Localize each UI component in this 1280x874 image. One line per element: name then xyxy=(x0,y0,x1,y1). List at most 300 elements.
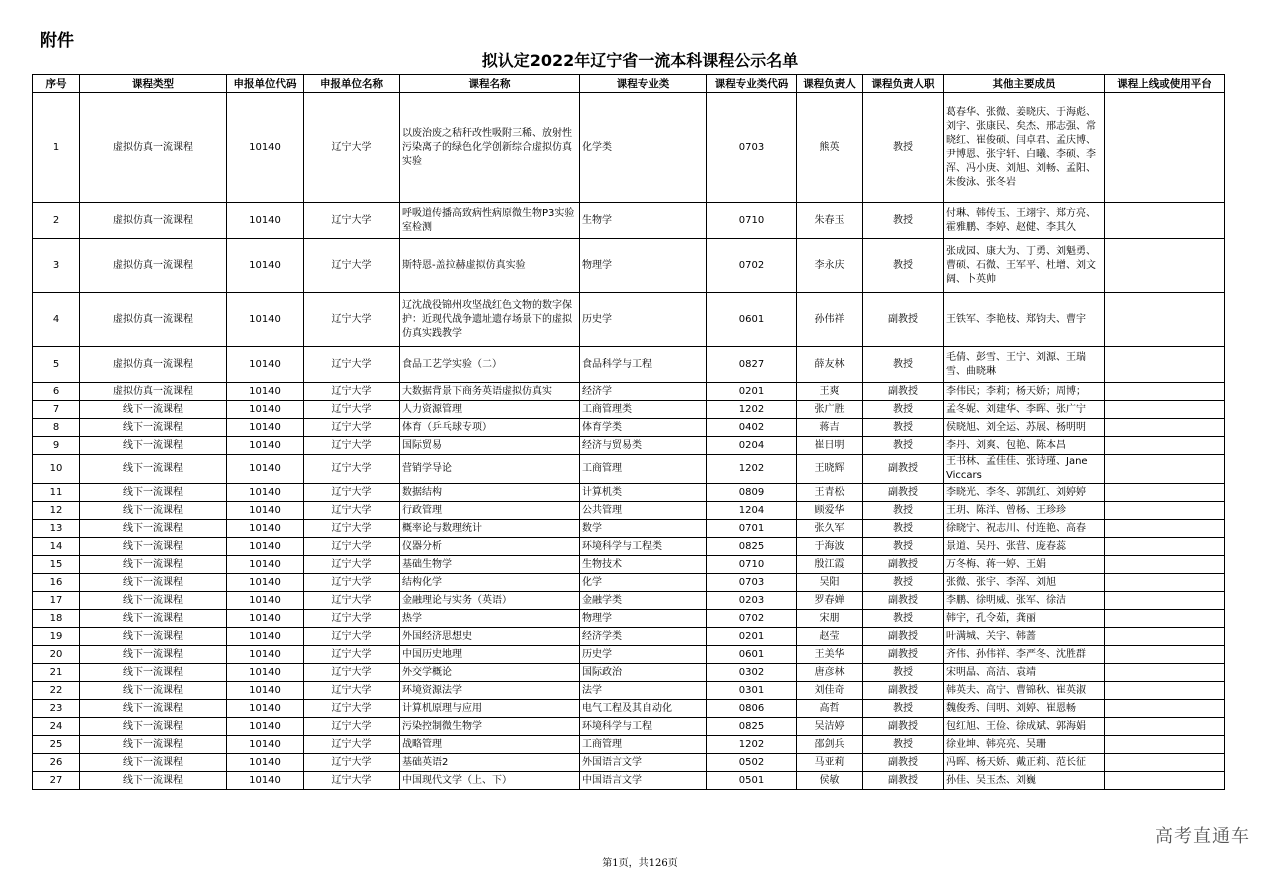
platform-cell xyxy=(1105,628,1225,646)
leader-title-cell: 教授 xyxy=(863,664,944,682)
leader-cell: 王美华 xyxy=(797,646,863,664)
table-row xyxy=(33,628,1225,646)
major-code-cell: 0203 xyxy=(707,592,797,610)
table-row xyxy=(33,419,1225,437)
major-code-cell: 0703 xyxy=(707,574,797,592)
platform-cell xyxy=(1105,419,1225,437)
row-no-cell: 12 xyxy=(33,502,80,520)
leader-title-cell: 教授 xyxy=(863,419,944,437)
leader-title-cell: 副教授 xyxy=(863,556,944,574)
leader-title-cell: 教授 xyxy=(863,239,944,293)
major-cell: 历史学 xyxy=(580,646,707,664)
leader-cell: 王爽 xyxy=(797,383,863,401)
major-cell: 生物学 xyxy=(580,203,707,239)
platform-cell xyxy=(1105,754,1225,772)
course-type-cell: 线下一流课程 xyxy=(80,455,227,484)
table-row xyxy=(33,347,1225,383)
row-no-cell: 19 xyxy=(33,628,80,646)
table-row xyxy=(33,682,1225,700)
leader-cell: 刘佳奇 xyxy=(797,682,863,700)
leader-cell: 王晓辉 xyxy=(797,455,863,484)
course-name-cell: 基础生物学 xyxy=(400,556,580,574)
table-row xyxy=(33,574,1225,592)
unit-name-cell: 辽宁大学 xyxy=(304,574,400,592)
members-cell: 叶满城、关宇、韩蔷 xyxy=(944,628,1105,646)
platform-cell xyxy=(1105,682,1225,700)
table-row xyxy=(33,736,1225,754)
unit-name-cell: 辽宁大学 xyxy=(304,437,400,455)
unit-code-cell: 10140 xyxy=(227,772,304,790)
unit-name-cell: 辽宁大学 xyxy=(304,754,400,772)
members-cell: 齐伟、孙伟祥、李严冬、沈胜群 xyxy=(944,646,1105,664)
platform-cell xyxy=(1105,455,1225,484)
leader-cell: 顾爱华 xyxy=(797,502,863,520)
major-cell: 工商管理 xyxy=(580,736,707,754)
unit-code-cell: 10140 xyxy=(227,610,304,628)
leader-cell: 张久军 xyxy=(797,520,863,538)
course-type-cell: 虚拟仿真一流课程 xyxy=(80,293,227,347)
leader-title-cell: 教授 xyxy=(863,437,944,455)
header-unit-name: 申报单位名称 xyxy=(304,75,400,93)
attachment-label: 附件 xyxy=(40,31,74,51)
table-row xyxy=(33,520,1225,538)
members-cell: 李丹、刘爽、包艳、陈本昌 xyxy=(944,437,1105,455)
unit-code-cell: 10140 xyxy=(227,502,304,520)
major-code-cell: 0825 xyxy=(707,718,797,736)
course-name-cell: 环境资源法学 xyxy=(400,682,580,700)
table-row xyxy=(33,646,1225,664)
table-row xyxy=(33,664,1225,682)
leader-title-cell: 副教授 xyxy=(863,772,944,790)
major-cell: 化学 xyxy=(580,574,707,592)
unit-name-cell: 辽宁大学 xyxy=(304,718,400,736)
leader-cell: 于海波 xyxy=(797,538,863,556)
major-cell: 公共管理 xyxy=(580,502,707,520)
platform-cell xyxy=(1105,718,1225,736)
leader-cell: 侯敏 xyxy=(797,772,863,790)
members-cell: 魏俊秀、闫明、刘婷、崔恩畅 xyxy=(944,700,1105,718)
unit-name-cell: 辽宁大学 xyxy=(304,682,400,700)
unit-code-cell: 10140 xyxy=(227,556,304,574)
unit-code-cell: 10140 xyxy=(227,682,304,700)
course-type-cell: 线下一流课程 xyxy=(80,754,227,772)
members-cell: 韩宇，孔令茹，龚丽 xyxy=(944,610,1105,628)
table-row xyxy=(33,93,1225,203)
major-cell: 法学 xyxy=(580,682,707,700)
unit-name-cell: 辽宁大学 xyxy=(304,401,400,419)
course-name-cell: 战略管理 xyxy=(400,736,580,754)
major-code-cell: 0302 xyxy=(707,664,797,682)
course-type-cell: 线下一流课程 xyxy=(80,664,227,682)
major-cell: 国际政治 xyxy=(580,664,707,682)
unit-code-cell: 10140 xyxy=(227,93,304,203)
row-no-cell: 11 xyxy=(33,484,80,502)
leader-cell: 李永庆 xyxy=(797,239,863,293)
platform-cell xyxy=(1105,538,1225,556)
leader-title-cell: 副教授 xyxy=(863,718,944,736)
unit-name-cell: 辽宁大学 xyxy=(304,700,400,718)
page-footer: 第1页，共126页 xyxy=(602,858,678,869)
unit-code-cell: 10140 xyxy=(227,437,304,455)
course-type-cell: 线下一流课程 xyxy=(80,682,227,700)
course-table xyxy=(32,74,1225,790)
platform-cell xyxy=(1105,592,1225,610)
leader-title-cell: 副教授 xyxy=(863,646,944,664)
header-unit-code: 申报单位代码 xyxy=(227,75,304,93)
course-name-cell: 中国历史地理 xyxy=(400,646,580,664)
course-name-cell: 外交学概论 xyxy=(400,664,580,682)
header-leader-title: 课程负责人职 xyxy=(863,75,944,93)
row-no-cell: 21 xyxy=(33,664,80,682)
row-no-cell: 10 xyxy=(33,455,80,484)
course-type-cell: 线下一流课程 xyxy=(80,502,227,520)
unit-name-cell: 辽宁大学 xyxy=(304,736,400,754)
major-code-cell: 0827 xyxy=(707,347,797,383)
course-type-cell: 线下一流课程 xyxy=(80,484,227,502)
unit-code-cell: 10140 xyxy=(227,383,304,401)
leader-title-cell: 教授 xyxy=(863,700,944,718)
leader-title-cell: 副教授 xyxy=(863,455,944,484)
row-no-cell: 16 xyxy=(33,574,80,592)
table-header-row xyxy=(33,75,1225,93)
leader-cell: 殷江霞 xyxy=(797,556,863,574)
platform-cell xyxy=(1105,664,1225,682)
unit-code-cell: 10140 xyxy=(227,592,304,610)
course-name-cell: 污染控制微生物学 xyxy=(400,718,580,736)
row-no-cell: 15 xyxy=(33,556,80,574)
unit-code-cell: 10140 xyxy=(227,203,304,239)
table-row xyxy=(33,401,1225,419)
course-type-cell: 线下一流课程 xyxy=(80,556,227,574)
members-cell: 王玥、陈洋、曾杨、王珍珍 xyxy=(944,502,1105,520)
header-course-name: 课程名称 xyxy=(400,75,580,93)
leader-cell: 朱春玉 xyxy=(797,203,863,239)
unit-name-cell: 辽宁大学 xyxy=(304,383,400,401)
major-code-cell: 0204 xyxy=(707,437,797,455)
members-cell: 张成园、康大为、丁勇、刘魁勇、曹硕、石微、王军平、杜增、刘文阔、卜英帅 xyxy=(944,239,1105,293)
course-type-cell: 线下一流课程 xyxy=(80,437,227,455)
course-name-cell: 计算机原理与应用 xyxy=(400,700,580,718)
leader-cell: 蒋吉 xyxy=(797,419,863,437)
course-type-cell: 线下一流课程 xyxy=(80,401,227,419)
course-type-cell: 线下一流课程 xyxy=(80,419,227,437)
unit-code-cell: 10140 xyxy=(227,293,304,347)
row-no-cell: 13 xyxy=(33,520,80,538)
course-type-cell: 线下一流课程 xyxy=(80,610,227,628)
major-code-cell: 0201 xyxy=(707,383,797,401)
leader-cell: 王青松 xyxy=(797,484,863,502)
leader-cell: 邵剑兵 xyxy=(797,736,863,754)
course-name-cell: 国际贸易 xyxy=(400,437,580,455)
course-name-cell: 以废治废之秸秆改性吸附三稀、放射性污染离子的绿色化学创新综合虚拟仿真实验 xyxy=(400,93,580,203)
members-cell: 韩英夫、高宁、曹锦秋、崔英淑 xyxy=(944,682,1105,700)
members-cell: 万冬梅、蒋一婷、王娟 xyxy=(944,556,1105,574)
unit-code-cell: 10140 xyxy=(227,664,304,682)
leader-cell: 孙伟祥 xyxy=(797,293,863,347)
members-cell: 张微、张宇、李浑、刘旭 xyxy=(944,574,1105,592)
members-cell: 景道、吴丹、张营、庞春蕊 xyxy=(944,538,1105,556)
platform-cell xyxy=(1105,700,1225,718)
leader-cell: 吴洁婷 xyxy=(797,718,863,736)
unit-name-cell: 辽宁大学 xyxy=(304,664,400,682)
major-code-cell: 0809 xyxy=(707,484,797,502)
leader-title-cell: 副教授 xyxy=(863,754,944,772)
leader-title-cell: 教授 xyxy=(863,736,944,754)
course-name-cell: 仪器分析 xyxy=(400,538,580,556)
table-row xyxy=(33,239,1225,293)
leader-cell: 宋朋 xyxy=(797,610,863,628)
major-code-cell: 0501 xyxy=(707,772,797,790)
unit-code-cell: 10140 xyxy=(227,239,304,293)
row-no-cell: 8 xyxy=(33,419,80,437)
table-row xyxy=(33,556,1225,574)
platform-cell xyxy=(1105,574,1225,592)
row-no-cell: 26 xyxy=(33,754,80,772)
unit-code-cell: 10140 xyxy=(227,538,304,556)
header-members: 其他主要成员 xyxy=(944,75,1105,93)
row-no-cell: 20 xyxy=(33,646,80,664)
unit-name-cell: 辽宁大学 xyxy=(304,556,400,574)
header-leader: 课程负责人 xyxy=(797,75,863,93)
course-name-cell: 外国经济思想史 xyxy=(400,628,580,646)
row-no-cell: 25 xyxy=(33,736,80,754)
members-cell: 付琳、韩传玉、王翊宇、郑方亮、霍雅鹏、李婷、赵健、李其久 xyxy=(944,203,1105,239)
row-no-cell: 17 xyxy=(33,592,80,610)
course-name-cell: 体育（乒乓球专项） xyxy=(400,419,580,437)
header-major-code: 课程专业类代码 xyxy=(707,75,797,93)
table-row xyxy=(33,502,1225,520)
leader-title-cell: 教授 xyxy=(863,610,944,628)
platform-cell xyxy=(1105,736,1225,754)
row-no-cell: 24 xyxy=(33,718,80,736)
members-cell: 孟冬妮、刘建华、李晖、张广宁 xyxy=(944,401,1105,419)
course-name-cell: 金融理论与实务（英语） xyxy=(400,592,580,610)
course-type-cell: 线下一流课程 xyxy=(80,520,227,538)
major-code-cell: 0201 xyxy=(707,628,797,646)
row-no-cell: 4 xyxy=(33,293,80,347)
row-no-cell: 7 xyxy=(33,401,80,419)
course-type-cell: 虚拟仿真一流课程 xyxy=(80,239,227,293)
course-type-cell: 虚拟仿真一流课程 xyxy=(80,93,227,203)
table-row xyxy=(33,203,1225,239)
leader-title-cell: 教授 xyxy=(863,347,944,383)
major-code-cell: 0825 xyxy=(707,538,797,556)
course-name-cell: 营销学导论 xyxy=(400,455,580,484)
unit-code-cell: 10140 xyxy=(227,700,304,718)
platform-cell xyxy=(1105,610,1225,628)
major-code-cell: 1202 xyxy=(707,455,797,484)
members-cell: 包红旭、王俭、徐成斌、郭海娟 xyxy=(944,718,1105,736)
unit-code-cell: 10140 xyxy=(227,484,304,502)
unit-name-cell: 辽宁大学 xyxy=(304,772,400,790)
row-no-cell: 3 xyxy=(33,239,80,293)
major-cell: 环境科学与工程类 xyxy=(580,538,707,556)
major-cell: 历史学 xyxy=(580,293,707,347)
platform-cell xyxy=(1105,93,1225,203)
table-row xyxy=(33,700,1225,718)
leader-title-cell: 副教授 xyxy=(863,592,944,610)
unit-name-cell: 辽宁大学 xyxy=(304,628,400,646)
course-name-cell: 结构化学 xyxy=(400,574,580,592)
table-row xyxy=(33,610,1225,628)
leader-title-cell: 教授 xyxy=(863,401,944,419)
unit-name-cell: 辽宁大学 xyxy=(304,610,400,628)
course-name-cell: 食品工艺学实验（二） xyxy=(400,347,580,383)
platform-cell xyxy=(1105,502,1225,520)
unit-name-cell: 辽宁大学 xyxy=(304,484,400,502)
row-no-cell: 2 xyxy=(33,203,80,239)
course-name-cell: 数据结构 xyxy=(400,484,580,502)
header-course-type: 课程类型 xyxy=(80,75,227,93)
leader-title-cell: 教授 xyxy=(863,502,944,520)
table-row xyxy=(33,293,1225,347)
unit-code-cell: 10140 xyxy=(227,574,304,592)
members-cell: 李鹏、徐明威、张军、徐洁 xyxy=(944,592,1105,610)
row-no-cell: 9 xyxy=(33,437,80,455)
unit-code-cell: 10140 xyxy=(227,347,304,383)
members-cell: 冯晖、杨天娇、戴正莉、范长征 xyxy=(944,754,1105,772)
major-code-cell: 0703 xyxy=(707,93,797,203)
unit-code-cell: 10140 xyxy=(227,419,304,437)
header-no: 序号 xyxy=(33,75,80,93)
platform-cell xyxy=(1105,293,1225,347)
unit-name-cell: 辽宁大学 xyxy=(304,293,400,347)
platform-cell xyxy=(1105,646,1225,664)
course-name-cell: 基础英语2 xyxy=(400,754,580,772)
course-type-cell: 线下一流课程 xyxy=(80,646,227,664)
major-code-cell: 0301 xyxy=(707,682,797,700)
leader-cell: 马亚莉 xyxy=(797,754,863,772)
leader-title-cell: 教授 xyxy=(863,520,944,538)
major-code-cell: 0710 xyxy=(707,203,797,239)
table-row xyxy=(33,484,1225,502)
row-no-cell: 14 xyxy=(33,538,80,556)
course-type-cell: 线下一流课程 xyxy=(80,538,227,556)
row-no-cell: 6 xyxy=(33,383,80,401)
leader-title-cell: 教授 xyxy=(863,574,944,592)
members-cell: 王书林、孟佳佳、张诗瑾、Jane Viccars xyxy=(944,455,1105,484)
course-name-cell: 人力资源管理 xyxy=(400,401,580,419)
course-type-cell: 虚拟仿真一流课程 xyxy=(80,203,227,239)
unit-name-cell: 辽宁大学 xyxy=(304,93,400,203)
major-cell: 经济与贸易类 xyxy=(580,437,707,455)
course-type-cell: 线下一流课程 xyxy=(80,700,227,718)
course-name-cell: 热学 xyxy=(400,610,580,628)
row-no-cell: 22 xyxy=(33,682,80,700)
row-no-cell: 1 xyxy=(33,93,80,203)
course-name-cell: 行政管理 xyxy=(400,502,580,520)
major-code-cell: 0702 xyxy=(707,239,797,293)
leader-title-cell: 教授 xyxy=(863,203,944,239)
members-cell: 葛春华、张微、姜晓庆、于海彪、刘宇、张康民、矣杰、邢志强、常晓红、崔俊硕、闫卓君、孟庆博、尹博恩、张宇轩、白曦、李硕、李浑、冯小庚、刘旭、刘畅、孟阳、朱俊泳、张冬岩 xyxy=(944,93,1105,203)
leader-cell: 张广胜 xyxy=(797,401,863,419)
major-cell: 经济学类 xyxy=(580,628,707,646)
members-cell: 李伟民；李莉；杨天娇；周博； xyxy=(944,383,1105,401)
course-type-cell: 虚拟仿真一流课程 xyxy=(80,347,227,383)
platform-cell xyxy=(1105,484,1225,502)
major-cell: 物理学 xyxy=(580,610,707,628)
unit-code-cell: 10140 xyxy=(227,401,304,419)
major-cell: 环境科学与工程 xyxy=(580,718,707,736)
major-code-cell: 1204 xyxy=(707,502,797,520)
leader-title-cell: 教授 xyxy=(863,93,944,203)
members-cell: 毛倩、彭雪、王宁、刘源、王瑞雪、曲晓琳 xyxy=(944,347,1105,383)
major-code-cell: 0710 xyxy=(707,556,797,574)
major-cell: 计算机类 xyxy=(580,484,707,502)
unit-code-cell: 10140 xyxy=(227,736,304,754)
unit-name-cell: 辽宁大学 xyxy=(304,538,400,556)
unit-name-cell: 辽宁大学 xyxy=(304,239,400,293)
leader-title-cell: 副教授 xyxy=(863,383,944,401)
row-no-cell: 27 xyxy=(33,772,80,790)
unit-name-cell: 辽宁大学 xyxy=(304,592,400,610)
major-code-cell: 0601 xyxy=(707,293,797,347)
leader-title-cell: 副教授 xyxy=(863,682,944,700)
major-cell: 经济学 xyxy=(580,383,707,401)
header-major: 课程专业类 xyxy=(580,75,707,93)
major-cell: 数学 xyxy=(580,520,707,538)
course-type-cell: 线下一流课程 xyxy=(80,628,227,646)
unit-code-cell: 10140 xyxy=(227,455,304,484)
unit-code-cell: 10140 xyxy=(227,718,304,736)
table-row xyxy=(33,754,1225,772)
unit-code-cell: 10140 xyxy=(227,754,304,772)
row-no-cell: 5 xyxy=(33,347,80,383)
course-name-cell: 辽沈战役锦州攻坚战红色文物的数字保护：近现代战争遗址遗存场景下的虚拟仿真实践教学 xyxy=(400,293,580,347)
course-type-cell: 线下一流课程 xyxy=(80,736,227,754)
leader-cell: 赵莹 xyxy=(797,628,863,646)
unit-code-cell: 10140 xyxy=(227,628,304,646)
leader-title-cell: 副教授 xyxy=(863,484,944,502)
header-platform: 课程上线或使用平台 xyxy=(1105,75,1225,93)
major-cell: 体育学类 xyxy=(580,419,707,437)
major-code-cell: 0701 xyxy=(707,520,797,538)
table-row xyxy=(33,772,1225,790)
leader-title-cell: 教授 xyxy=(863,538,944,556)
course-name-cell: 斯特恩-盖拉赫虚拟仿真实验 xyxy=(400,239,580,293)
major-cell: 外国语言文学 xyxy=(580,754,707,772)
major-code-cell: 0402 xyxy=(707,419,797,437)
row-no-cell: 23 xyxy=(33,700,80,718)
major-cell: 食品科学与工程 xyxy=(580,347,707,383)
unit-name-cell: 辽宁大学 xyxy=(304,455,400,484)
unit-name-cell: 辽宁大学 xyxy=(304,203,400,239)
members-cell: 孙佳、吴玉杰、刘巍 xyxy=(944,772,1105,790)
unit-code-cell: 10140 xyxy=(227,520,304,538)
major-code-cell: 1202 xyxy=(707,736,797,754)
course-name-cell: 大数据背景下商务英语虚拟仿真实 xyxy=(400,383,580,401)
table-row xyxy=(33,718,1225,736)
platform-cell xyxy=(1105,556,1225,574)
course-type-cell: 虚拟仿真一流课程 xyxy=(80,383,227,401)
page-title: 拟认定2022年辽宁省一流本科课程公示名单 xyxy=(481,51,799,70)
course-name-cell: 概率论与数理统计 xyxy=(400,520,580,538)
major-code-cell: 1202 xyxy=(707,401,797,419)
leader-cell: 崔日明 xyxy=(797,437,863,455)
unit-name-cell: 辽宁大学 xyxy=(304,646,400,664)
major-cell: 工商管理类 xyxy=(580,401,707,419)
watermark: 高考直通车 xyxy=(1155,826,1250,847)
major-cell: 化学类 xyxy=(580,93,707,203)
table-row xyxy=(33,383,1225,401)
major-cell: 中国语言文学 xyxy=(580,772,707,790)
leader-cell: 唐彦林 xyxy=(797,664,863,682)
platform-cell xyxy=(1105,239,1225,293)
course-type-cell: 线下一流课程 xyxy=(80,718,227,736)
platform-cell xyxy=(1105,203,1225,239)
unit-code-cell: 10140 xyxy=(227,646,304,664)
row-no-cell: 18 xyxy=(33,610,80,628)
